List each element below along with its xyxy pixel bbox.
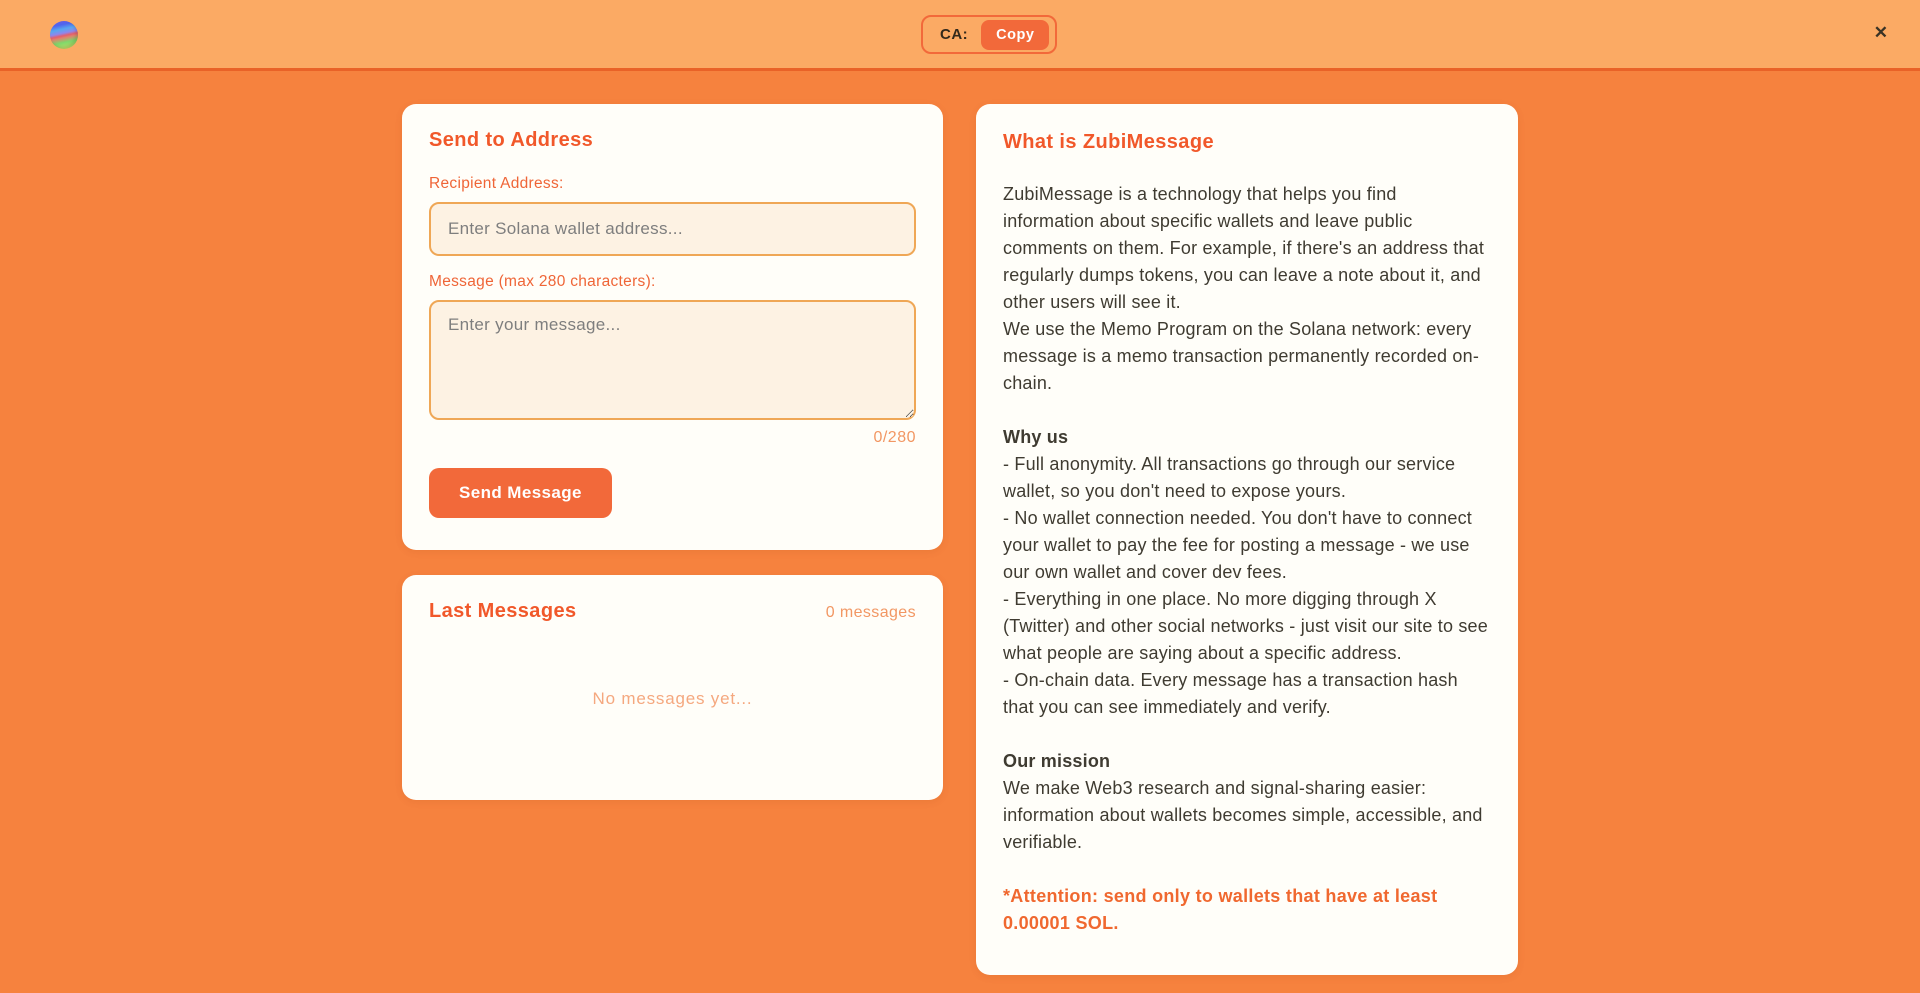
why-us-item: - No wallet connection needed. You don't have to connect your wallet to pay the fee for posting a message - we use our own wallet and cover dev fees. (1003, 508, 1472, 582)
send-message-button[interactable]: Send Message (429, 468, 612, 518)
no-messages-text: No messages yet... (592, 689, 753, 708)
copy-button[interactable]: Copy (981, 20, 1049, 50)
mission-heading: Our mission (1003, 751, 1111, 771)
mission-text: We make Web3 research and signal-sharing easier: information about wallets becomes simple, accessible, and verifiable. (1003, 778, 1483, 852)
messages-card (402, 575, 943, 800)
close-icon[interactable]: ✕ (1873, 23, 1888, 42)
messages-card-header (429, 600, 916, 623)
why-us-item: - Full anonymity. All transactions go through our service wallet, so you don't need to expose yours. (1003, 454, 1456, 501)
about-card (976, 104, 1518, 975)
send-card-title: Send to Address (429, 129, 594, 151)
recipient-address-input[interactable] (429, 202, 916, 256)
message-label: Message (max 280 characters): (429, 273, 656, 290)
about-intro-paragraph: We use the Memo Program on the Solana network: every message is a memo transaction permanently recorded on-chain. (1003, 319, 1480, 393)
send-card (402, 104, 943, 550)
why-us-heading: Why us (1003, 427, 1069, 447)
why-us-item: - On-chain data. Every message has a transaction hash that you can see immediately and verify. (1003, 670, 1458, 717)
app-logo-icon (50, 21, 78, 49)
right-column (976, 104, 1518, 975)
message-textarea[interactable] (429, 300, 916, 420)
attention-note: *Attention: send only to wallets that have at least 0.00001 SOL. (1003, 886, 1438, 933)
char-counter: 0/280 (873, 429, 916, 446)
left-column (402, 104, 943, 800)
main-content (0, 71, 1920, 975)
messages-card-title: Last Messages (429, 600, 577, 622)
why-us-item: - Everything in one place. No more digging through X (Twitter) and other social networks - just visit our site to see what people are saying about a specific address. (1003, 589, 1488, 663)
about-intro-paragraph: ZubiMessage is a technology that helps you find information about specific wallets and leave public comments on them. For example, if there's an address that regularly dumps tokens, you can leave a note about it, and other users will see it. (1003, 184, 1485, 312)
messages-count-badge: 0 messages (825, 604, 916, 621)
ca-label: CA: (940, 26, 969, 43)
recipient-label: Recipient Address: (429, 175, 564, 192)
about-card-title: What is ZubiMessage (1003, 131, 1214, 153)
topbar (0, 0, 1920, 71)
ca-pill (921, 15, 1057, 54)
